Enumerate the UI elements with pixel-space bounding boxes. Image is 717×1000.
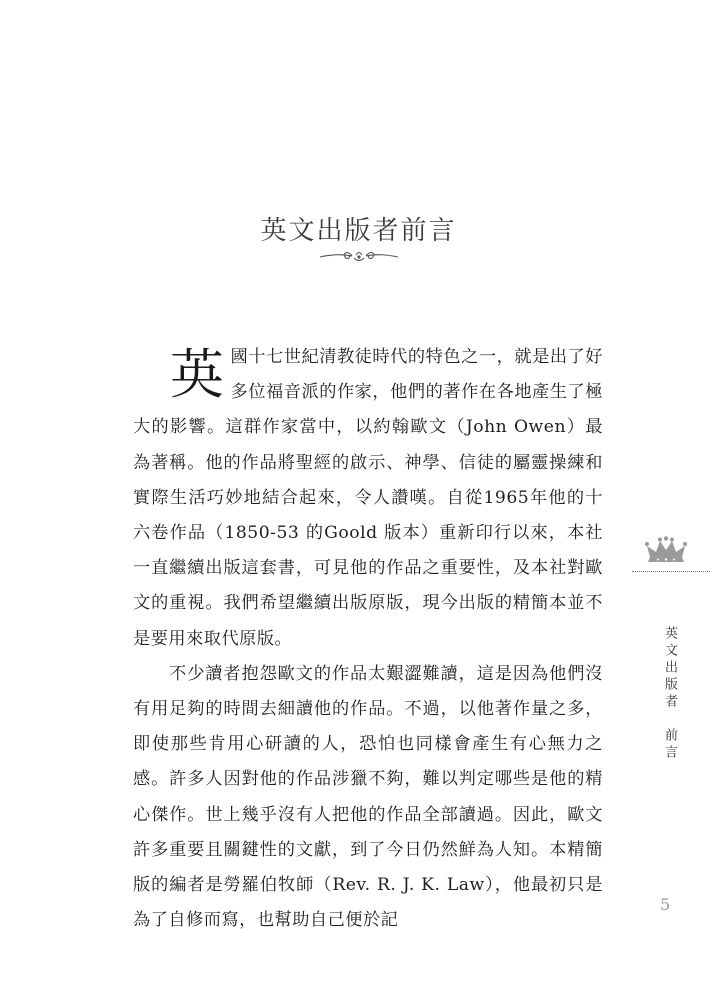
section-side-tab: 英文出版者 前言 — [662, 626, 677, 762]
body-text — [133, 340, 603, 938]
drop-cap: 英 — [170, 343, 225, 406]
paragraph-1 — [133, 340, 603, 657]
crown-icon — [642, 536, 690, 566]
side-divider — [632, 571, 710, 572]
paragraph-1-text: 國十七世紀清教徒時代的特色之一，就是出了好多位福音派的作家，他們的著作在各地產生了極大的影響。這群作家當中，以約翰歐文（John Owen）最為著稱。他的作品將聖經的啟示、神學、信徒的屬靈操練和實際生活巧妙地結合起來，令人讚嘆。自從1965年他的十六卷作品（1850-53 的Goold 版本）重新印行以來，本社一直繼續出版這套書，可見他的作品之重要性，及本社對歐文的重視。我們希望繼續出版原版，現今出版的精簡本並不是要用來取代原版。 — [133, 347, 603, 649]
chapter-title: 英文出版者前言 — [260, 216, 457, 246]
paragraph-2: 不少讀者抱怨歐文的作品太艱澀難讀，這是因為他們沒有用足夠的時間去細讀他的作品。不過，以他著作量之多，即使那些肯用心研讀的人，恐怕也同樣會產生有心無力之感。許多人因對他的作品涉獵不夠，難以判定哪些是他的精心傑作。世上幾乎沒有人把他的作品全部讀過。因此，歐文許多重要且關鍵性的文獻，到了今日仍然鮮為人知。本精簡版的編者是勞羅伯牧師（Rev. R. J. K. Law），他最初只是為了自修而寫，也幫助自己便於記 — [133, 663, 603, 931]
page-number: 5 — [660, 895, 671, 914]
scroll-flourish-icon — [318, 247, 400, 267]
